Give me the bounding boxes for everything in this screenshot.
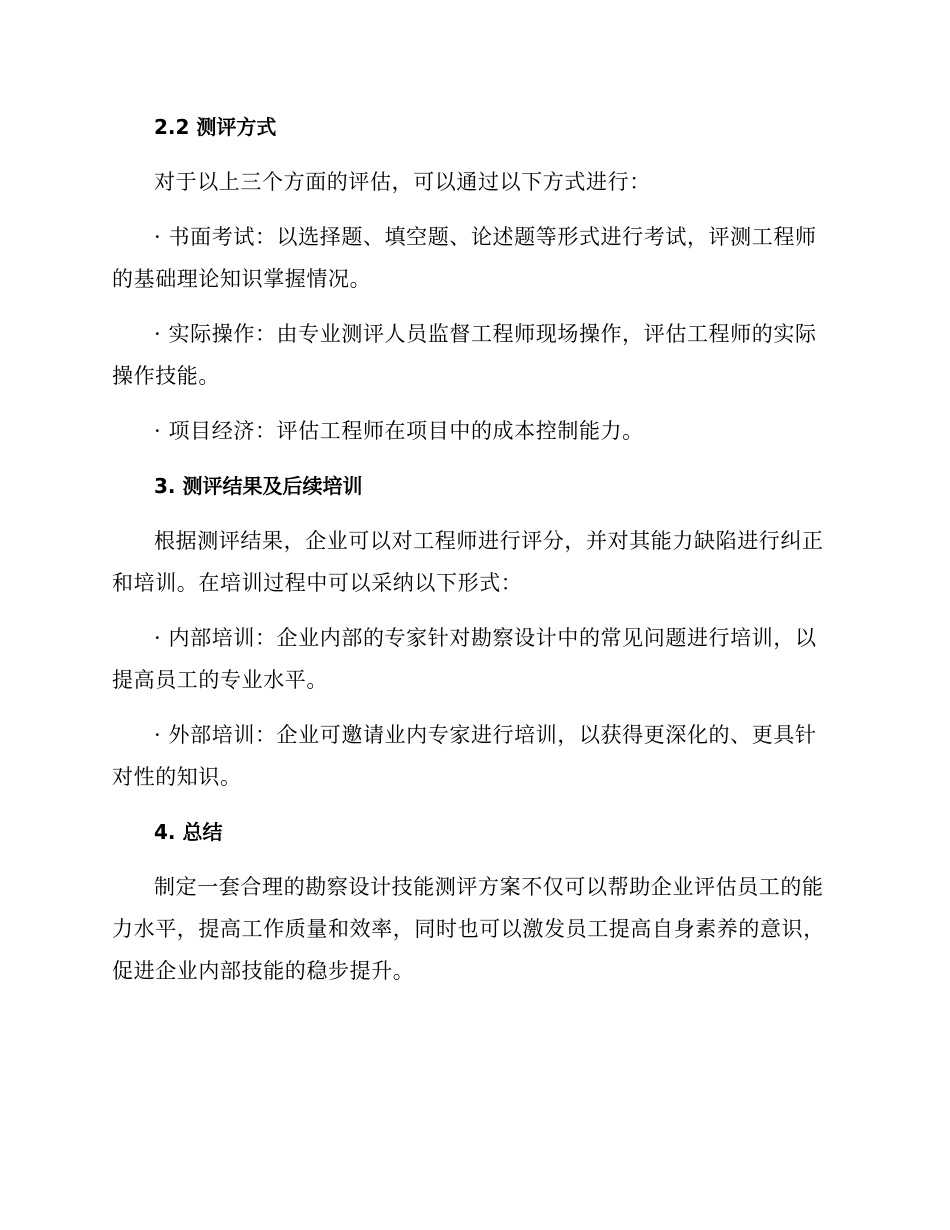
bullet-external-training: · 外部培训：企业可邀请业内专家进行培训，以获得更深化的、更具针对性的知识。 (112, 723, 817, 789)
paragraph-intro-methods: 对于以上三个方面的评估，可以通过以下方式进行： (154, 170, 651, 194)
document-body (112, 106, 832, 992)
section-heading-3: 3. 测评结果及后续培训 (154, 474, 363, 498)
paragraph-summary: 制定一套合理的勘察设计技能测评方案不仅可以帮助企业评估员工的能力水平，提高工作质量和效率，同时也可以激发员工提高自身素养的意识，促进企业内部技能的稳步提升。 (112, 875, 825, 983)
section-heading-2-2: 2.2 测评方式 (154, 115, 277, 139)
bullet-practical-operation: · 实际操作：由专业测评人员监督工程师现场操作，评估工程师的实际操作技能。 (112, 322, 817, 388)
paragraph-results-training: 根据测评结果，企业可以对工程师进行评分，并对其能力缺陷进行纠正和培训。在培训过程中可以采纳以下形式： (112, 529, 824, 595)
bullet-internal-training: · 内部培训：企业内部的专家针对勘察设计中的常见问题进行培训，以提高员工的专业水平。 (112, 626, 817, 692)
bullet-written-exam: · 书面考试：以选择题、填空题、论述题等形式进行考试，评测工程师的基础理论知识掌握情况。 (112, 225, 817, 291)
bullet-project-economy: · 项目经济：评估工程师在项目中的成本控制能力。 (154, 419, 644, 443)
section-heading-4: 4. 总结 (154, 820, 223, 844)
